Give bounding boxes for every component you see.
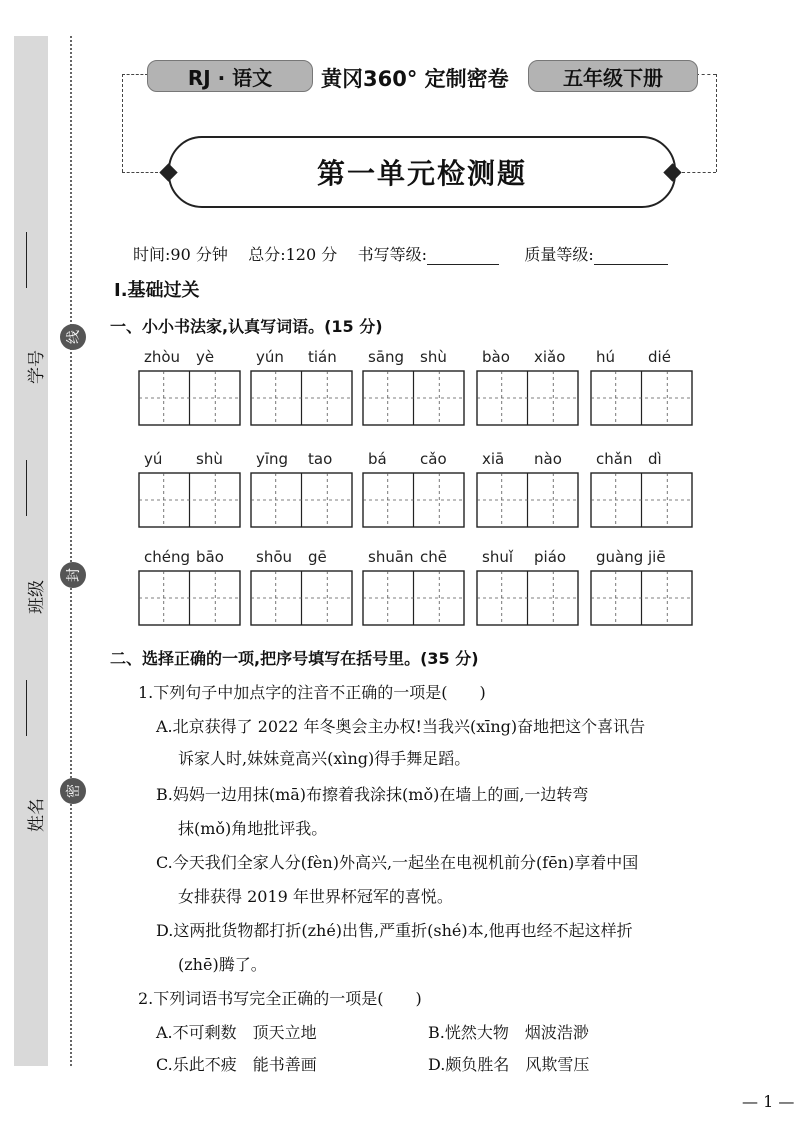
pinyin-label: jiē bbox=[648, 548, 666, 566]
pinyin-label: cǎo bbox=[420, 450, 447, 468]
pinyin-label: chéng bbox=[144, 548, 191, 566]
pinyin-label: sāng bbox=[368, 348, 405, 366]
tianzi-writing-box[interactable] bbox=[250, 570, 353, 626]
q2-option-a[interactable]: A.不可剩数 顶天立地 bbox=[156, 1023, 317, 1042]
exam-title-banner bbox=[168, 136, 676, 208]
pinyin-label: bāo bbox=[196, 548, 224, 566]
q1-option-d-line2: (zhē)腾了。 bbox=[178, 955, 267, 974]
pinyin-label: yīng bbox=[256, 450, 289, 468]
pinyin-label: yún bbox=[256, 348, 284, 366]
binding-strip bbox=[14, 36, 48, 1066]
tianzi-writing-box[interactable] bbox=[362, 570, 465, 626]
cut-dotted-line bbox=[70, 36, 72, 1066]
header-dash-left bbox=[122, 74, 148, 75]
tianzi-writing-box[interactable] bbox=[476, 370, 579, 426]
pinyin-label: shù bbox=[196, 450, 223, 468]
page-number: — 1 — bbox=[742, 1092, 794, 1111]
pinyin-label: dì bbox=[648, 450, 662, 468]
name-line bbox=[26, 680, 27, 736]
tianzi-writing-box[interactable] bbox=[362, 370, 465, 426]
pinyin-label: shuān bbox=[368, 548, 414, 566]
part-2-title: 二、选择正确的一项,把序号填写在括号里。(35 分) bbox=[110, 649, 479, 668]
pinyin-label: yú bbox=[144, 450, 163, 468]
pinyin-label: tao bbox=[308, 450, 333, 468]
pinyin-label: yè bbox=[196, 348, 215, 366]
pinyin-label: piáo bbox=[534, 548, 567, 566]
seal-secret-badge: 密 bbox=[60, 778, 86, 804]
header-dash-right-vert bbox=[716, 74, 717, 172]
quality-grade-label: 质量等级: bbox=[524, 245, 594, 264]
tianzi-writing-box[interactable] bbox=[138, 472, 241, 528]
q1-option-a-line1: A.北京获得了 2022 年冬奥会主办权!当我兴(xīng)奋地把这个喜讯告 bbox=[156, 717, 646, 736]
pinyin-label: shōu bbox=[256, 548, 293, 566]
seal-seal-badge: 封 bbox=[60, 562, 86, 588]
q2-stem: 2.下列词语书写完全正确的一项是( ) bbox=[138, 989, 422, 1008]
header-dash-left-vert bbox=[122, 74, 123, 172]
pinyin-label: bá bbox=[368, 450, 387, 468]
student-no-line bbox=[26, 232, 27, 288]
tianzi-writing-box[interactable] bbox=[476, 472, 579, 528]
q1-stem: 1.下列句子中加点字的注音不正确的一项是( ) bbox=[138, 683, 486, 702]
quality-grade-blank[interactable] bbox=[594, 246, 668, 265]
student-no-label: 学号 bbox=[27, 350, 47, 384]
pinyin-label: xiā bbox=[482, 450, 505, 468]
exam-title: 第一单元检测题 bbox=[316, 157, 527, 190]
series-title: 黄冈360° 定制密卷 bbox=[321, 67, 509, 91]
q2-option-c[interactable]: C.乐此不疲 能书善画 bbox=[156, 1055, 317, 1074]
pinyin-label: gē bbox=[308, 548, 327, 566]
q2-option-d[interactable]: D.颇负胜名 风欺雪压 bbox=[428, 1055, 590, 1074]
exam-info-line bbox=[133, 242, 668, 265]
q1-option-b-line1: B.妈妈一边用抹(mā)布擦着我涂抹(mǒ)在墙上的画,一边转弯 bbox=[156, 785, 589, 804]
q1-option-a-line2: 诉家人时,妹妹竟高兴(xìng)得手舞足蹈。 bbox=[178, 749, 471, 768]
pinyin-label: shuǐ bbox=[482, 548, 513, 566]
header-dash-right bbox=[696, 74, 716, 75]
pinyin-label: xiǎo bbox=[534, 348, 566, 366]
q1-option-b-line2: 抹(mǒ)角地批评我。 bbox=[178, 819, 328, 838]
pinyin-label: dié bbox=[648, 348, 671, 366]
pinyin-label: shù bbox=[420, 348, 447, 366]
tianzi-writing-box[interactable] bbox=[250, 472, 353, 528]
tianzi-writing-box[interactable] bbox=[250, 370, 353, 426]
tianzi-writing-box[interactable] bbox=[476, 570, 579, 626]
class-line bbox=[26, 460, 27, 516]
q1-option-d-line1: D.这两批货物都打折(zhé)出售,严重折(shé)本,他再也经不起这样折 bbox=[156, 921, 633, 940]
tianzi-writing-box[interactable] bbox=[590, 370, 693, 426]
time-info: 时间:90 分钟 bbox=[133, 245, 228, 264]
header-dash-left-bottom bbox=[122, 172, 158, 173]
part-1-title: 一、小小书法家,认真写词语。(15 分) bbox=[110, 317, 383, 336]
subject-pill: RJ · 语文 bbox=[147, 60, 313, 92]
pinyin-label: tián bbox=[308, 348, 337, 366]
section-heading: Ⅰ.基础过关 bbox=[114, 280, 200, 301]
pinyin-label: chǎn bbox=[596, 450, 633, 468]
q1-option-c-line1: C.今天我们全家人分(fèn)外高兴,一起坐在电视机前分(fēn)享着中国 bbox=[156, 853, 639, 872]
seal-line-badge: 线 bbox=[60, 324, 86, 350]
score-info: 总分:120 分 bbox=[248, 245, 338, 264]
pinyin-label: guàng bbox=[596, 548, 644, 566]
writing-grade-blank[interactable] bbox=[427, 246, 499, 265]
class-label: 班级 bbox=[27, 580, 47, 614]
q1-option-c-line2: 女排获得 2019 年世界杯冠军的喜悦。 bbox=[178, 887, 453, 906]
pinyin-label: chē bbox=[420, 548, 447, 566]
pinyin-label: nào bbox=[534, 450, 562, 468]
name-label: 姓名 bbox=[27, 798, 47, 832]
pinyin-label: bào bbox=[482, 348, 510, 366]
pinyin-label: zhòu bbox=[144, 348, 181, 366]
writing-grade-label: 书写等级: bbox=[357, 245, 427, 264]
header-dash-right-bottom bbox=[682, 172, 716, 173]
pinyin-label: hú bbox=[596, 348, 616, 366]
tianzi-writing-box[interactable] bbox=[138, 570, 241, 626]
q2-option-b[interactable]: B.恍然大物 烟波浩渺 bbox=[428, 1023, 589, 1042]
grade-pill: 五年级下册 bbox=[528, 60, 698, 92]
tianzi-writing-box[interactable] bbox=[590, 570, 693, 626]
tianzi-writing-box[interactable] bbox=[590, 472, 693, 528]
tianzi-writing-box[interactable] bbox=[362, 472, 465, 528]
tianzi-writing-box[interactable] bbox=[138, 370, 241, 426]
